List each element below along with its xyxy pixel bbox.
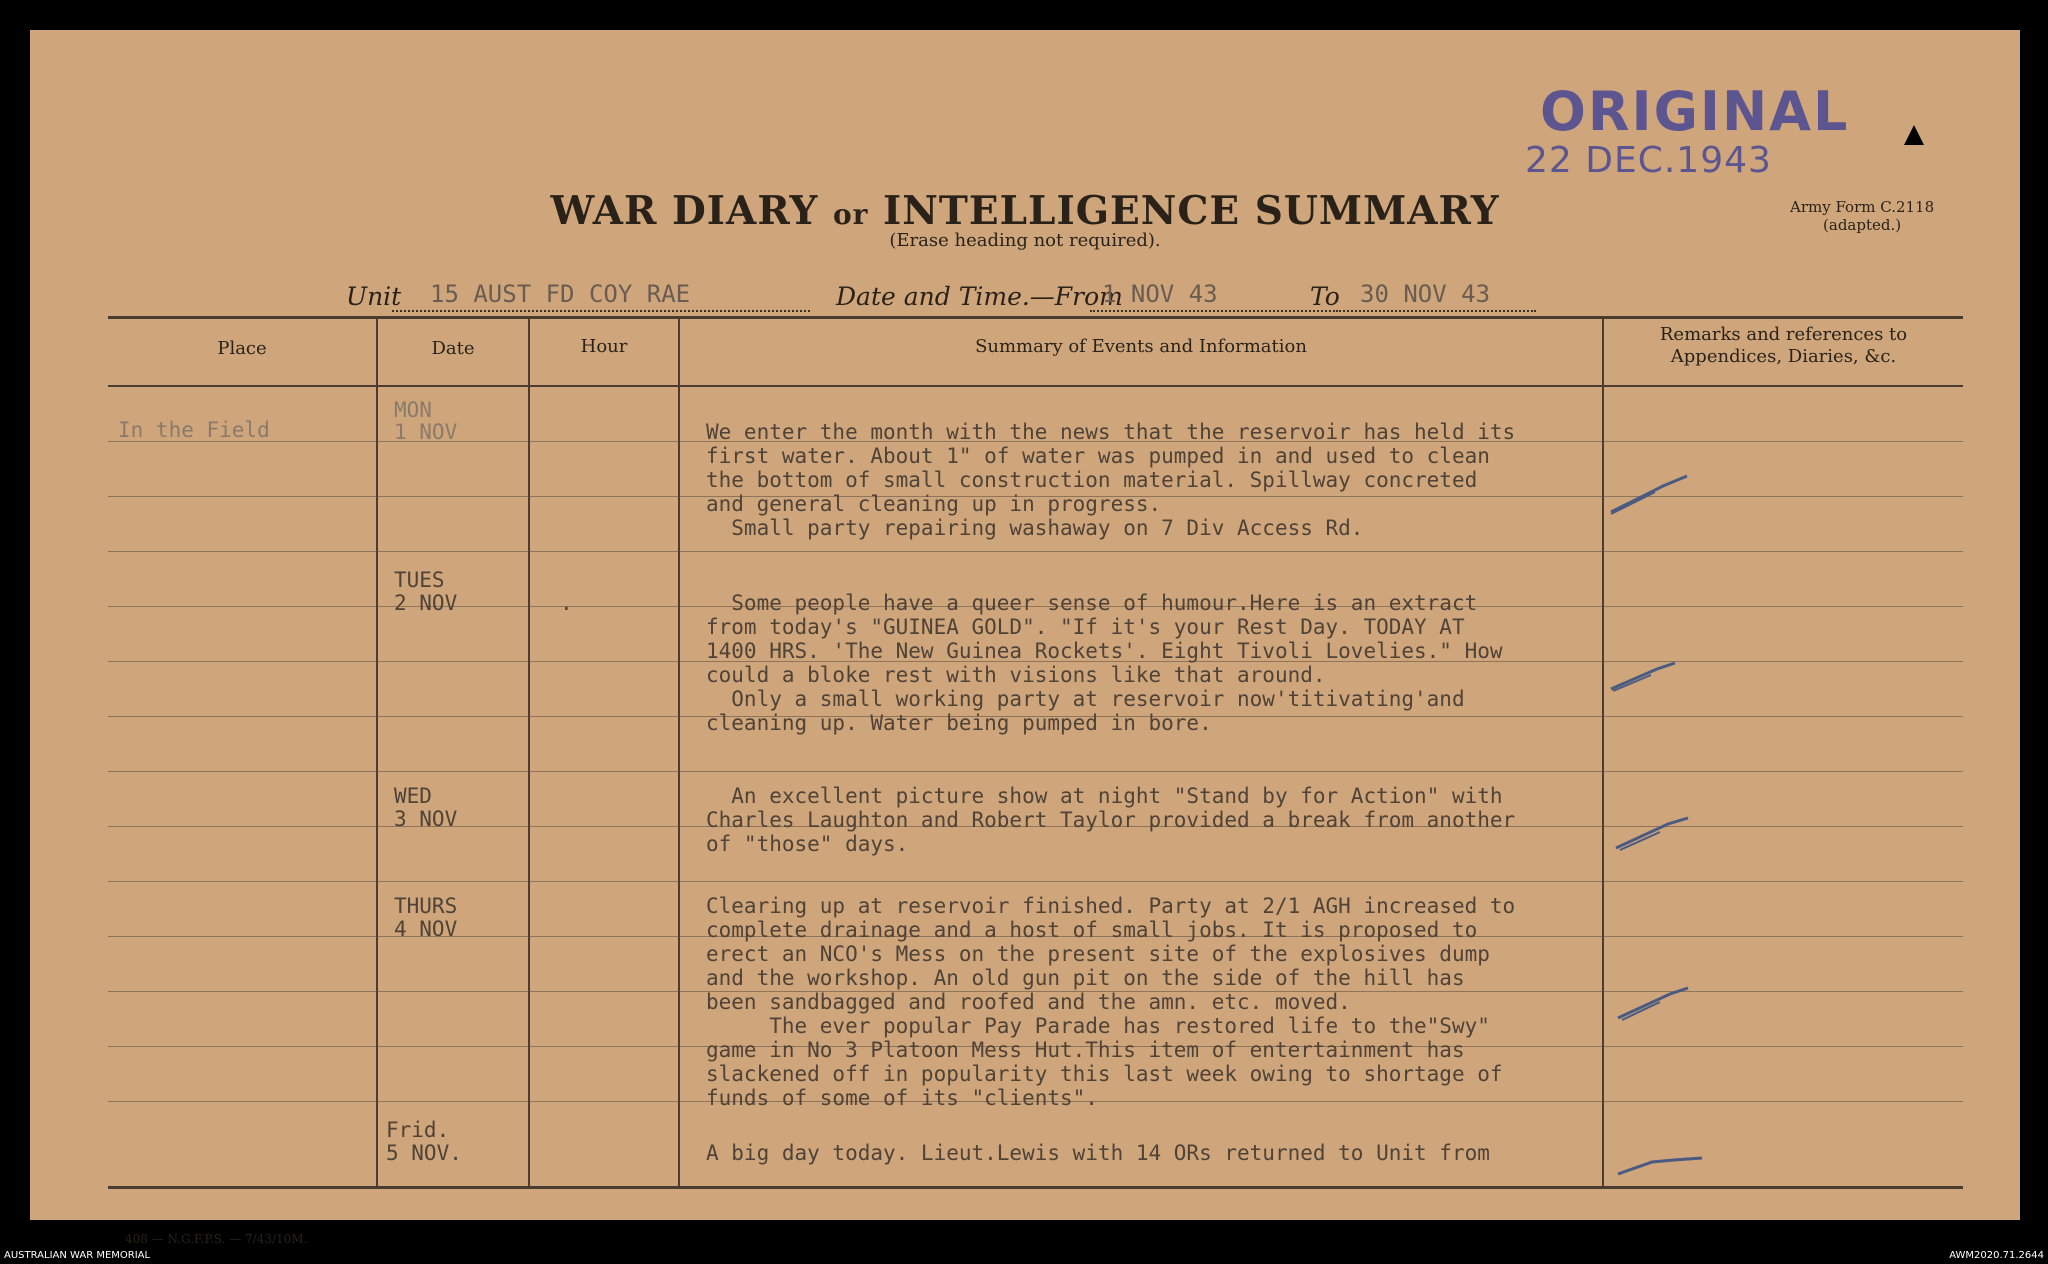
entry-line: Clearing up at reservoir finished. Party at 2/1 AGH increased to: [706, 894, 1516, 918]
entry-line: A big day today. Lieut.Lewis with 14 ORs returned to Unit from: [706, 1141, 1490, 1165]
entry-line: funds of some of its "clients".: [706, 1086, 1098, 1110]
stamp-date: 22 DEC.1943: [1525, 140, 1772, 181]
tick-mark-icon: [1605, 470, 1695, 520]
col-head-hour: Hour: [580, 336, 628, 357]
col-head-summary: Summary of Events and Information: [975, 336, 1307, 357]
entry-line: erect an NCO's Mess on the present site of the explosives dump: [706, 942, 1490, 966]
entry-day: MON: [394, 398, 432, 422]
paper-hole: [1904, 125, 1924, 145]
title-intelligence-summary: INTELLIGENCE SUMMARY: [882, 188, 1500, 234]
form-ref-line-2: (adapted.): [1823, 216, 1902, 234]
entry-line: been sandbagged and roofed and the amn. etc. moved.: [706, 990, 1351, 1014]
entry-line: cleaning up. Water being pumped in bore.: [706, 711, 1212, 735]
remarks-head-line-2: Appendices, Diaries, &c.: [1670, 346, 1897, 367]
entry-line: Some people have a queer sense of humour.Here is an extract: [706, 591, 1478, 615]
entry-line: and the workshop. An old gun pit on the side of the hill has: [706, 966, 1465, 990]
col-divider-4: [1602, 318, 1604, 1188]
col-head-remarks: [1604, 324, 1963, 368]
page-subtitle: (Erase heading not required).: [889, 230, 1161, 251]
entry-line: of "those" days.: [706, 832, 909, 856]
entry-date: 3 NOV: [394, 807, 458, 831]
archive-caption: AUSTRALIAN WAR MEMORIAL: [4, 1250, 151, 1261]
entry-day: Frid.: [386, 1118, 450, 1142]
entry-date: 2 NOV: [394, 591, 458, 615]
print-reference: 408 — N.G.F.P.S. — 7/43/10M.: [125, 1232, 308, 1246]
title-or: or: [832, 198, 869, 231]
tick-mark-icon: [1612, 980, 1702, 1025]
entry-line: Only a small working party at reservoir now'titivating'and: [706, 687, 1465, 711]
remarks-head-line-1: Remarks and references to: [1659, 324, 1908, 345]
entry-line: game in No 3 Platoon Mess Hut.This item of entertainment has: [706, 1038, 1465, 1062]
period-to: 30 NOV 43: [1360, 280, 1491, 308]
entry-line: could a bloke rest with visions like that around.: [706, 663, 1326, 687]
page-title: [30, 188, 2020, 234]
entry-hour: .: [560, 591, 573, 615]
tick-mark-icon: [1605, 655, 1695, 695]
table-bottom-rule: [108, 1186, 1963, 1189]
entry-line: Charles Laughton and Robert Taylor provided a break from another: [706, 808, 1516, 832]
unit-value: 15 AUST FD COY RAE: [430, 280, 691, 308]
diary-page: [30, 30, 2020, 1246]
table-header-rule: [108, 385, 1963, 387]
original-stamp: ORIGINAL: [1540, 80, 1850, 143]
entry-line: complete drainage and a host of small jobs. It is proposed to: [706, 918, 1478, 942]
tick-mark-icon: [1610, 810, 1700, 855]
entry-date: 4 NOV: [394, 917, 458, 941]
col-divider-1: [376, 318, 378, 1188]
entry-date: 5 NOV.: [386, 1141, 462, 1165]
entry-day: THURS: [394, 894, 458, 918]
col-head-place: Place: [217, 338, 267, 359]
entry-line: first water. About 1" of water was pumped in and used to clean: [706, 444, 1490, 468]
entry-line: from today's "GUINEA GOLD". "If it's your Rest Day. TODAY AT: [706, 615, 1465, 639]
entry-line: the bottom of small construction material. Spillway concreted: [706, 468, 1478, 492]
entry-line: We enter the month with the news that the reservoir has held its: [706, 420, 1516, 444]
table-top-rule: [108, 316, 1963, 319]
entry-day: TUES: [394, 568, 445, 592]
entry-line: An excellent picture show at night "Stand by for Action" with: [706, 784, 1503, 808]
col-divider-2: [528, 318, 530, 1188]
period-from: 1 NOV 43: [1102, 280, 1218, 308]
entry-line: Small party repairing washaway on 7 Div Access Rd.: [706, 516, 1364, 540]
col-head-date: Date: [431, 338, 475, 359]
period-label: Date and Time.—From: [836, 282, 1123, 311]
entry-line: and general cleaning up in progress.: [706, 492, 1162, 516]
row-rule: [108, 881, 1963, 882]
title-war-diary: WAR DIARY: [550, 188, 819, 234]
period-to-label: To: [1310, 282, 1340, 311]
row-rule: [108, 771, 1963, 772]
accession-caption: AWM2020.71.2644: [1949, 1250, 2044, 1261]
entry-line: 1400 HRS. 'The New Guinea Rockets'. Eight Tivoli Lovelies." How: [706, 639, 1503, 663]
row-rule: [108, 551, 1963, 552]
tick-mark-icon: [1612, 1150, 1712, 1180]
unit-label: Unit: [346, 282, 402, 311]
entry-line: slackened off in popularity this last week owing to shortage of: [706, 1062, 1503, 1086]
form-reference: [1790, 198, 1934, 234]
form-ref-line-1: Army Form C.2118: [1790, 198, 1935, 216]
place-entry: In the Field: [118, 418, 270, 442]
entry-date: 1 NOV: [394, 420, 458, 444]
entry-line: The ever popular Pay Parade has restored life to the"Swy": [706, 1014, 1490, 1038]
entry-day: WED: [394, 784, 432, 808]
col-divider-3: [678, 318, 680, 1188]
